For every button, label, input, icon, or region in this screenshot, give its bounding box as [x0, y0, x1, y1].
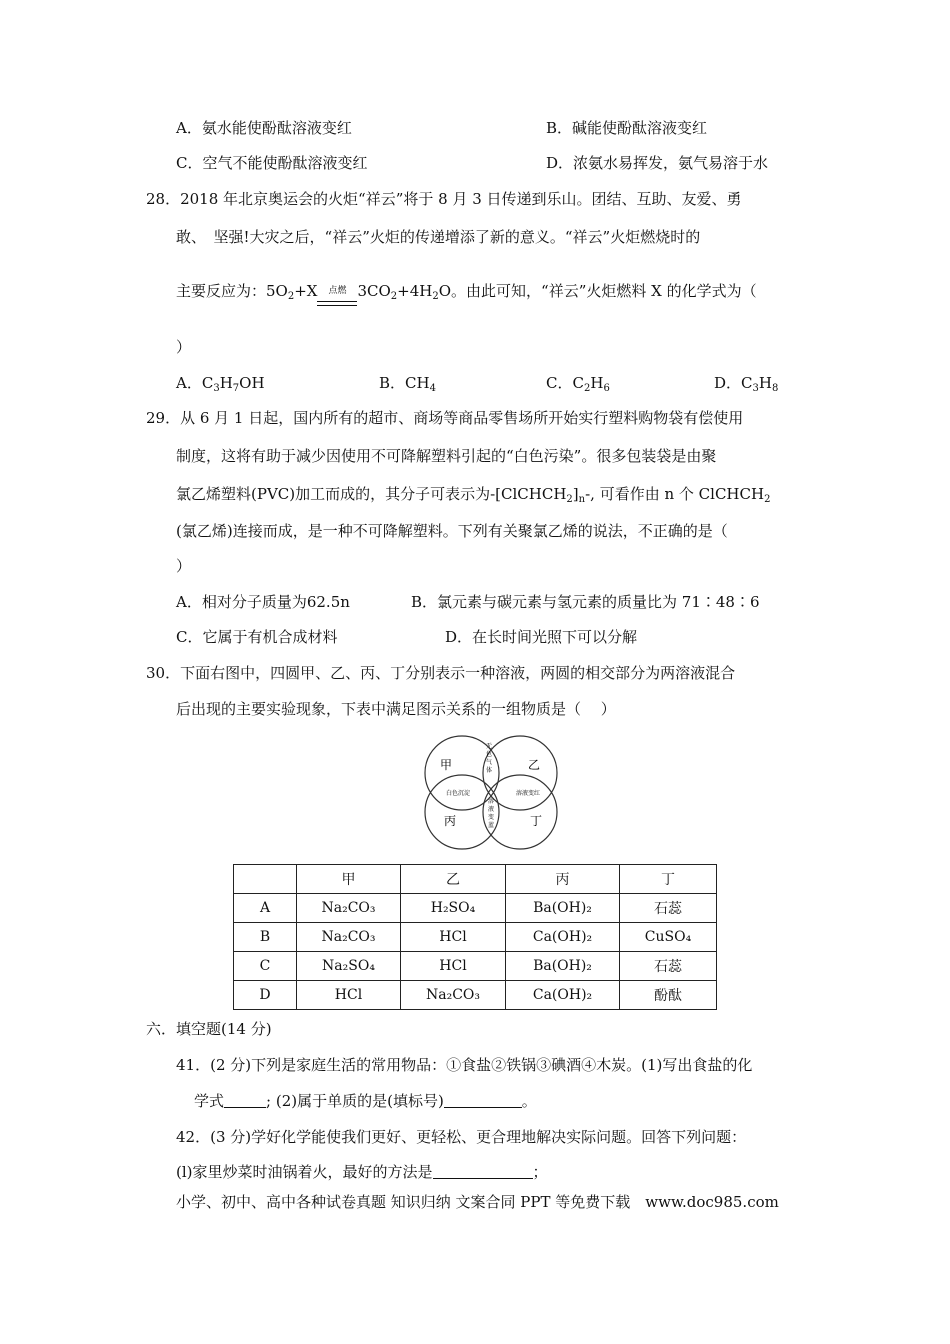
q28-option-b: B．$CH_4$ — [379, 374, 436, 394]
table-header-cell: 乙 — [401, 865, 506, 894]
table-cell: 酚酞 — [620, 981, 717, 1010]
bottom-overlap-text-1: 溶 — [487, 798, 495, 805]
right-overlap-text: 溶液变红 — [515, 790, 541, 797]
q28-equation: 主要反应为：$5O_2+X$ 点燃 $3CO_2+4H_2O$。由此可知，“祥云”火炬燃料 X 的化学式为（ — [176, 282, 757, 302]
bottom-overlap-text-2: 液 — [487, 806, 495, 813]
bottom-overlap-text-3: 变 — [487, 814, 495, 821]
table-row — [234, 981, 717, 1010]
four-circle-diagram — [420, 735, 565, 850]
table-cell: Ba(OH)₂ — [506, 894, 620, 923]
q28-close-paren: ） — [176, 338, 192, 356]
q27-option-a: A．氨水能使酚酞溶液变红 — [176, 119, 352, 137]
table-cell: HCl — [401, 952, 506, 981]
table-header-cell: 丁 — [620, 865, 717, 894]
q41-blank-formula[interactable] — [224, 1091, 266, 1108]
table-cell: H₂SO₄ — [401, 894, 506, 923]
table-cell: Ca(OH)₂ — [506, 923, 620, 952]
top-overlap-text-1: 无 — [485, 743, 493, 750]
q42-blank-fire[interactable] — [433, 1162, 533, 1179]
q28-option-c: C．$C_2H_6$ — [546, 374, 610, 394]
table-cell: Ba(OH)₂ — [506, 952, 620, 981]
q29-option-d: D．在长时间光照下可以分解 — [445, 628, 638, 646]
table-cell: Na₂CO₃ — [297, 894, 401, 923]
q28-line1: 28．2018 年北京奥运会的火炬“祥云”将于 8 月 3 日传递到乐山。团结、互助、友爱、勇 — [146, 190, 742, 208]
table-cell: 石蕊 — [620, 952, 717, 981]
q41-line1: 41．(2 分)下列是家庭生活的常用物品：①食盐②铁锅③碘酒④木炭。(1)写出食盐的化 — [176, 1056, 753, 1074]
top-overlap-text-3: 气 — [485, 759, 493, 766]
table-row — [234, 894, 717, 923]
table-row — [234, 923, 717, 952]
q27-option-b: B．碱能使酚酞溶液变红 — [546, 119, 708, 137]
q42-line2: (l)家里炒菜时油锅着火，最好的方法是 ； — [176, 1163, 548, 1181]
q28-option-d: D．$C_3H_8$ — [714, 374, 779, 394]
q29-close-paren: ） — [176, 557, 192, 575]
q27-option-d: D．浓氨水易挥发，氨气易溶于水 — [546, 154, 769, 172]
q28-line2: 敢、 坚强!大灾之后，“祥云”火炬的传递增添了新的意义。“祥云”火炬燃烧时的 — [176, 228, 701, 246]
top-overlap-text-2: 色 — [485, 751, 493, 758]
q41-blank-element[interactable] — [444, 1091, 522, 1108]
ignite-condition: 点燃 — [317, 281, 357, 301]
page-footer: 小学、初中、高中各种试卷真题 知识归纳 文案合同 PPT 等免费下载 www.doc985.com — [176, 1193, 779, 1211]
q30-options-table — [233, 864, 717, 1010]
q29-option-c: C．它属于有机合成材料 — [176, 628, 338, 646]
table-header-row — [234, 865, 717, 894]
table-cell: C — [234, 952, 297, 981]
table-cell: Ca(OH)₂ — [506, 981, 620, 1010]
table-cell: D — [234, 981, 297, 1010]
table-cell: Na₂CO₃ — [401, 981, 506, 1010]
q29-line2: 制度，这将有助于减少因使用不可降解塑料引起的“白色污染”。很多包装袋是由聚 — [176, 447, 717, 465]
q30-line1: 30．下面右图中，四圆甲、乙、丙、丁分别表示一种溶液，两圆的相交部分为两溶液混合 — [146, 664, 736, 682]
q41-line2: 学式 ; (2)属于单质的是(填标号) 。 — [194, 1092, 537, 1110]
table-cell: HCl — [401, 923, 506, 952]
table-cell: B — [234, 923, 297, 952]
table-cell: Na₂CO₃ — [297, 923, 401, 952]
table-cell: A — [234, 894, 297, 923]
circle-yi-label: 乙 — [528, 758, 541, 772]
q29-line4: (氯乙烯)连接而成，是一种不可降解塑料。下列有关聚氯乙烯的说法，不正确的是（ — [176, 522, 728, 540]
table-row — [234, 952, 717, 981]
q42-line1: 42．(3 分)学好化学能使我们更好、更轻松、更合理地解决实际问题。回答下列问题： — [176, 1128, 747, 1146]
table-cell: 石蕊 — [620, 894, 717, 923]
q27-option-c: C．空气不能使酚酞溶液变红 — [176, 154, 368, 172]
bottom-overlap-text-4: 蓝 — [487, 822, 495, 829]
q28-option-a: A．$C_3H_7OH$ — [176, 374, 265, 394]
table-cell: Na₂SO₄ — [297, 952, 401, 981]
q29-line3: 氯乙烯塑料(PVC)加工而成的，其分子可表示为$-[ClCHCH_2]_n-$, 可看作由 n 个 ClCHCH$_2$ — [176, 485, 771, 505]
table-header-cell: 甲 — [297, 865, 401, 894]
q29-option-a: A．相对分子质量为62.5n — [176, 593, 350, 611]
table-cell: CuSO₄ — [620, 923, 717, 952]
q29-option-b: B．氯元素与碳元素与氢元素的质量比为 71∶48∶6 — [411, 593, 760, 611]
q29-line1: 29．从 6 月 1 日起，国内所有的超市、商场等商品零售场所开始实行塑料购物袋有偿使用 — [146, 409, 744, 427]
top-overlap-text-4: 体 — [485, 767, 493, 774]
circle-ding-label: 丁 — [530, 814, 543, 828]
table-header-cell — [234, 865, 297, 894]
section6-title: 六．填空题(14 分) — [146, 1020, 272, 1038]
circle-bing-label: 丙 — [444, 814, 457, 828]
left-overlap-text: 白色沉淀 — [445, 790, 471, 797]
q30-line2: 后出现的主要实验现象，下表中满足图示关系的一组物质是（ ） — [176, 700, 616, 718]
table-header-cell: 丙 — [506, 865, 620, 894]
circle-jia-label: 甲 — [440, 758, 453, 772]
table-cell: HCl — [297, 981, 401, 1010]
